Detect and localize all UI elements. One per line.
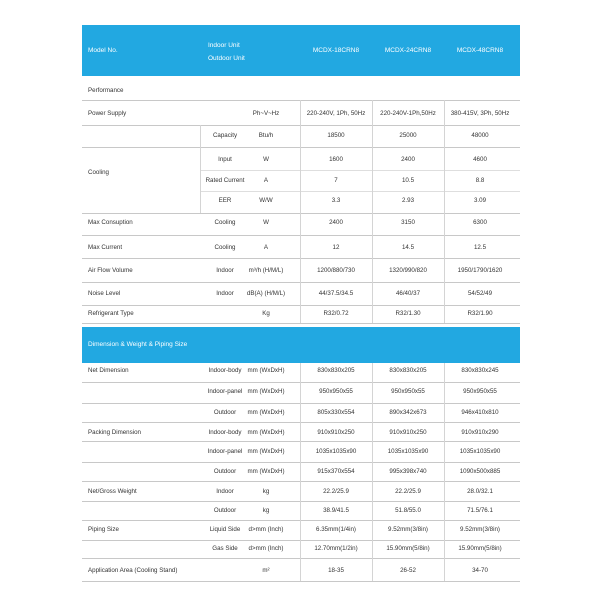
row-value: 15.90mm(5/8in) (386, 545, 430, 552)
row-value: 910x910x250 (317, 429, 355, 436)
row-label: Max Current (88, 244, 123, 251)
row-sublabel: EER (218, 197, 232, 204)
row-value: 12.5 (473, 244, 487, 251)
row-value: 18500 (327, 132, 345, 139)
row-unit: mm (WxDxH) (247, 388, 285, 395)
row-value: 910x910x290 (461, 429, 499, 436)
row-value: 1035x1035x90 (387, 448, 429, 455)
row-unit: kg (262, 507, 270, 514)
row-divider (82, 258, 520, 259)
model-label: Model No. (88, 47, 118, 54)
row-unit: d>mm (Inch) (248, 545, 284, 552)
row-value: 7 (334, 177, 338, 184)
row-divider (82, 581, 520, 582)
row-value: 380-415V, 3Ph, 50Hz (450, 110, 510, 117)
row-divider (82, 501, 520, 502)
section-performance: Performance (88, 87, 124, 94)
row-value: 1035x1035x90 (315, 448, 357, 455)
row-value: 25000 (399, 132, 417, 139)
row-label: Net/Gross Weight (88, 488, 137, 495)
row-value: 1950/1790/1620 (457, 267, 503, 274)
row-value: 48000 (471, 132, 489, 139)
row-sublabel: Cooling (214, 219, 236, 226)
row-sublabel: Indoor (216, 267, 234, 274)
row-value: 14.5 (401, 244, 415, 251)
row-label: Max Consuption (88, 219, 133, 226)
row-unit: m³/h (H/M/L) (248, 267, 284, 274)
row-label: Net Dimension (88, 367, 129, 374)
row-unit: Kg (262, 310, 270, 317)
row-value: 2400 (401, 156, 415, 163)
row-divider (82, 147, 520, 148)
row-label: Application Area (Cooling Stand) (88, 567, 178, 574)
column-divider (300, 100, 301, 323)
row-unit: W (263, 219, 269, 226)
row-label: Refrigerant Type (88, 310, 134, 317)
row-value: 3150 (401, 219, 415, 226)
row-value: 46/40/37 (395, 290, 421, 297)
row-value: 890x342x673 (389, 409, 427, 416)
row-value: 950x950x55 (391, 388, 425, 395)
header-band (82, 25, 520, 76)
row-value: 10.5 (401, 177, 415, 184)
row-sublabel: Indoor (216, 488, 234, 495)
row-value: 8.8 (475, 177, 485, 184)
row-sublabel: Outdoor (213, 468, 237, 475)
row-value: 830x830x205 (317, 367, 355, 374)
column-divider (300, 363, 301, 581)
row-value: R32/1.90 (467, 310, 493, 317)
row-divider (82, 125, 520, 126)
row-value: 3.09 (473, 197, 487, 204)
row-label: Piping Size (88, 526, 119, 533)
row-value: 22.2/25.9 (323, 488, 349, 495)
row-sublabel: Input (218, 156, 232, 163)
row-value: 1200/880/730 (317, 267, 355, 274)
row-sublabel: Outdoor (213, 507, 237, 514)
row-unit: dB(A) (H/M/L) (246, 290, 286, 297)
row-divider (82, 441, 520, 442)
row-label: Air Flow Volume (88, 267, 133, 274)
row-unit: W (263, 156, 269, 163)
row-sublabel: Gas Side (212, 545, 238, 552)
model-name-1: MCDX-18CRN8 (312, 47, 360, 54)
row-divider (82, 305, 520, 306)
row-value: 2.93 (401, 197, 415, 204)
row-value: 6300 (473, 219, 487, 226)
row-unit: mm (WxDxH) (247, 468, 285, 475)
row-sublabel: Capacity (212, 132, 238, 139)
row-unit: mm (WxDxH) (247, 409, 285, 416)
row-value: 12.70mm(1/2in) (314, 545, 358, 552)
row-value: 9.52mm(3/8in) (460, 526, 500, 533)
row-divider (82, 100, 520, 101)
row-sublabel: Indoor-body (208, 367, 242, 374)
row-sublabel: Indoor-body (208, 429, 242, 436)
row-value: 995x398x740 (389, 468, 427, 475)
row-divider (82, 558, 520, 559)
column-divider (444, 363, 445, 581)
row-unit: mm (WxDxH) (247, 429, 285, 436)
row-divider (82, 282, 520, 283)
row-value: 910x910x250 (389, 429, 427, 436)
row-label: Packing Dimension (88, 429, 141, 436)
row-value: 830x830x245 (461, 367, 499, 374)
outdoor-unit-label: Outdoor Unit (208, 55, 245, 62)
row-value: 71.5/76.1 (467, 507, 493, 514)
model-name-3: MCDX-48CRN8 (456, 47, 504, 54)
row-sublabel: Outdoor (213, 409, 237, 416)
row-value: 6.35mm(1/4in) (316, 526, 356, 533)
row-value: 34-70 (472, 567, 488, 574)
column-divider (200, 125, 201, 213)
dimension-band (82, 327, 520, 363)
row-unit: A (263, 244, 269, 251)
row-label: Noise Level (88, 290, 121, 297)
row-value: 805x330x554 (317, 409, 355, 416)
row-unit: mm (WxDxH) (247, 448, 285, 455)
row-divider (82, 213, 520, 214)
row-label: Cooling (88, 169, 109, 176)
row-value: 3.3 (331, 197, 341, 204)
column-divider (372, 363, 373, 581)
row-value: R32/0.72 (323, 310, 349, 317)
row-value: 51.8/55.0 (395, 507, 421, 514)
row-value: 830x830x205 (389, 367, 427, 374)
row-value: 26-52 (400, 567, 416, 574)
row-label: Power Supply (88, 110, 127, 117)
row-divider (82, 540, 520, 541)
row-value: 220-240V, 1Ph, 50Hz (306, 110, 366, 117)
row-value: 1600 (329, 156, 343, 163)
row-value: 4600 (473, 156, 487, 163)
row-divider (82, 235, 520, 236)
group-divider (200, 191, 520, 192)
row-value: 9.52mm(3/8in) (388, 526, 428, 533)
row-divider (82, 323, 520, 324)
row-value: 1035x1035x90 (459, 448, 501, 455)
row-divider (82, 403, 520, 404)
group-divider (200, 170, 520, 171)
row-sublabel: Indoor-panel (207, 448, 243, 455)
row-unit: mm (WxDxH) (247, 367, 285, 374)
row-divider (82, 520, 520, 521)
row-sublabel: Indoor-panel (207, 388, 243, 395)
row-divider (82, 462, 520, 463)
row-unit: kg (262, 488, 270, 495)
row-value: 18-35 (328, 567, 344, 574)
row-divider (82, 382, 520, 383)
row-value: 950x950x55 (319, 388, 353, 395)
row-value: 946x410x810 (461, 409, 499, 416)
row-value: 950x950x55 (463, 388, 497, 395)
row-value: 12 (332, 244, 340, 251)
row-value: 28.0/32.1 (467, 488, 493, 495)
row-unit: A (263, 177, 269, 184)
model-name-2: MCDX-24CRN8 (384, 47, 432, 54)
column-divider (372, 100, 373, 323)
row-sublabel: Liquid Side (209, 526, 241, 533)
row-value: 915x370x554 (317, 468, 355, 475)
row-value: 38.9/41.5 (323, 507, 349, 514)
row-value: 1320/990/820 (389, 267, 427, 274)
row-unit: d>mm (Inch) (248, 526, 284, 533)
dimension-section-title: Dimension & Weight & Piping Size (88, 341, 188, 348)
column-divider (444, 100, 445, 323)
row-sublabel: Cooling (214, 244, 236, 251)
row-value: R32/1.30 (395, 310, 421, 317)
indoor-unit-label: Indoor Unit (208, 42, 240, 49)
row-value: 220-240V-1Ph,50Hz (380, 110, 436, 117)
row-unit: m² (262, 567, 270, 574)
row-unit: Btu/h (258, 132, 274, 139)
row-unit: W/W (259, 197, 273, 204)
row-value: 54/52/49 (467, 290, 493, 297)
row-value: 1090x500x885 (459, 468, 501, 475)
row-sublabel: Rated Current (205, 177, 245, 184)
row-value: 2400 (329, 219, 343, 226)
row-sublabel: Indoor (216, 290, 234, 297)
row-divider (82, 422, 520, 423)
row-divider (82, 481, 520, 482)
row-unit: Ph~V~Hz (252, 110, 280, 117)
row-value: 22.2/25.9 (395, 488, 421, 495)
row-value: 15.90mm(5/8in) (458, 545, 502, 552)
row-value: 44/37.5/34.5 (318, 290, 354, 297)
